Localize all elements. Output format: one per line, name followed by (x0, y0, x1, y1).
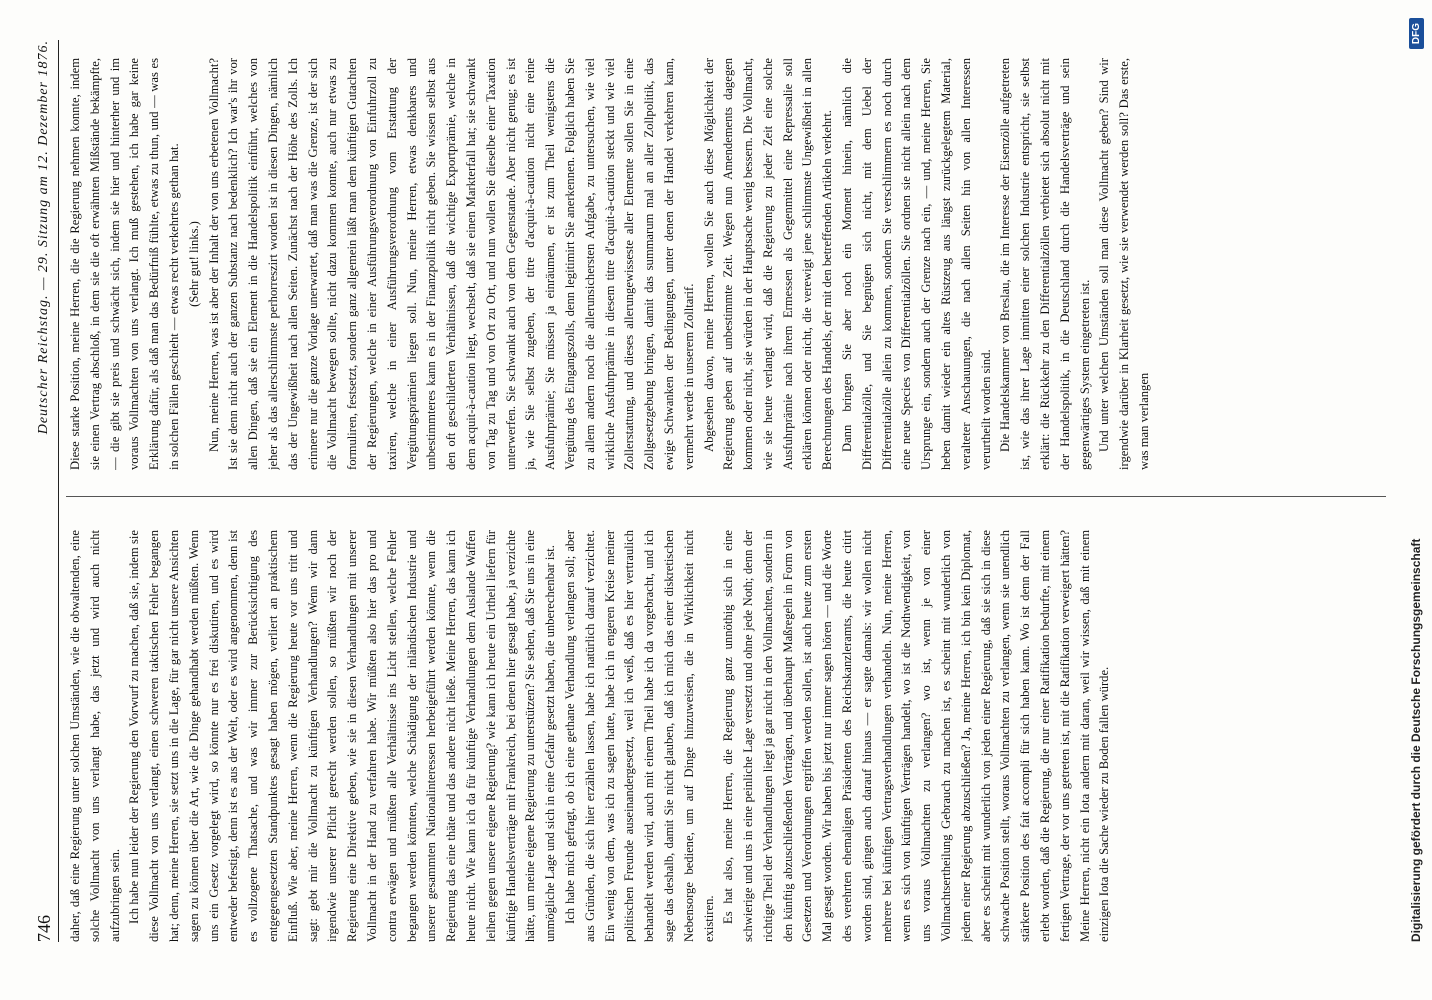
paragraph: Es hat also, meine Herren, die Regierung ganz unnöthig sich in eine schwierige und uns in eine peinliche Lage versetzt und ohne jede Noth; denn der richtige Theil der Verhandlungen liegt ja gar nicht in den Vollmachten, sondern in den künftig abzuschließenden Verträgen, und überhaupt Maßregeln in Form von Gesetzen und Verordnungen ergriffen werden sollen, ist auch heute zum ersten Mal gesagt worden. Wir haben bis jetzt nur immer sagen hören — und die Worte des verehrten ehemaligen Präsidenten des Reichskanzleramts, die heute citirt worden sind, gingen auch darauf hinaus — er sagte damals: wir wollen nicht mehrere bei künftigen Vertragsverhandlungen verhandeln. Nun, meine Herren, wenn es sich von künftigen Verträgen handelt, wo ist die Nothwendigkeit, von uns voraus Vollmachten zu verlangen? wo ist, wenn je von einer Vollmachtsertheilung Gebrauch zu machen ist, es scheint mit wunderlich von jedem einer Regierung abzuschließen? Ja, meine Herren, ich bin kein Diplomat, aber es scheint mit wunderlich von jeden einer Regierung, daß sie sich in diese schwache Position stellt, woraus Vollmachten zu verlangen, wenn sie unendlich stärkere Position des fait accompli für sich haben kann. Wo ist denn der Fall erlebt worden, daß die Regierung, die nur einer Ratifikation bedurfte, mit einem fertigen Vertrage, der vor uns getreten ist, mit die Ratifikation verweigert hätten? Meine Herren, nicht ein Iota andern mit daran, weil wir wissen, daß mit einem einzigen Iota die Sache wieder zu Boden fallen würde. (721, 530, 1112, 942)
paragraph: Abgesehen davon, meine Herren, wollen Sie auch diese Möglichkeit der Regierung geben auf unbestimmte Zeit. Wegen nun Amendements dagegen kommen oder nicht, sie würden in der Hauptsache wenig bessern. Die Vollmacht, wie sie heute verlangt wird, daß die Regierung zu jeder Zeit eine solche Ausfuhrprämie nach ihrem Ermessen als Gegenmittel eine Repressalie soll erklären können oder nicht, die verewigt jene schlimmste Ungewißheit in allen Berechnungen des Handels, der mit den betreffenden Artikeln verkehrt. (701, 58, 835, 470)
paragraph: daher, daß eine Regierung unter solchen Umständen, wie die obwaltenden, eine solche Vollmacht von uns verlangt habe, das jetzt und wird auch nicht aufzubringen sein. (68, 530, 122, 942)
paragraph: Diese starke Position, meine Herren, die die Regierung nehmen konnte, indem sie einen Vertrag abschloß, in dem sie die oft erwähnten Mißstände bekämpfte, — die gibt sie preis und schwächt sich, indem sie hier und hinterher und im voraus Vollmachten von uns verlangt. Ich muß gestehen, ich habe gar keine Erklärung dafür, als daß man das Bedürfniß fühlte, etwas zu thun, und — was es in solchen Fällen geschieht — etwas recht verkehrtes gethan hat. (68, 58, 181, 470)
page-number: 746 (33, 915, 54, 942)
paragraph: Die Handelskammer von Breslau, die im Interesse der Eisenzölle aufgetreten ist, wie das ihrer Lage inmitten einer solchen Industrie entspricht, sie selbst erklärt: die Rückkehr zu den Differentialzöllen verbietet sich absolut nicht mit der Handelspolitik, in die Deutschland durch die Handelsverträge und sein gegenwärtiges System eingetreten ist. (998, 58, 1092, 470)
paragraph: Nun, meine Herren, was ist aber der Inhalt der von uns erbetenen Vollmacht? Ist sie denn nicht auch der ganzen Substanz nach bedenklich? Ich war's ihr vor allen Dingen, daß sie ein Element in die Handelspolitik einführt, welches von jeher als das allerschlimmste perhorreszirt worden ist in diesen Dingen, nämlich das der Ungewißheit nach allen Seiten. Zunächst nach der Höhe des Zolls. Ich erinnere nur die ganze Vorlage unerwartet, daß man was die Grenze, ist der sich die Vollmacht bewegen sollte, nicht dazu kommen konnte, auch nur etwas zu formuliren, festsetzt, sondern ganz allgemein läßt man dem künftigen Gutachten der Regierungen, welche in einer Ausführungsverordnung von Einfuhrzoll zu taxiren, welche in einer Ausführungsverordnung vom Erstattung der Vergütungsprämien liegen soll. Nun, meine Herren, etwas denkbares und unbestimmteres kann es in der Finanzpolitik nicht geben. Sie wissen selbst aus den oft geschilderten Verhältnissen, daß die wichtige Exportprämie, welche in dem acquit-à-caution liegt, wechselt, daß sie einen Markterfall hat; sie schwankt von Tag zu Tag und von Ort zu Ort, und nun wollen Sie dieselbe einer Taxation unterwerfen. Sie schwankt auch von dem Gegenstande. Aber nicht genug; es ist ja, wie Sie selbst zugeben, der titre d'acquit-à-caution nicht eine reine Ausfuhrprämie; Sie müssen ja einräumen, er ist zum Theil wenigstens die Vergütung des Eingangszolls, denn legitimirt Sie anerkennen. Folglich haben Sie zu allem andern noch die allerunsichersten Aufgabe, zu untersuchen, wie viel wirkliche Ausfuhrprämie in diesem titre d'acquit-à-caution steckt und wie viel Zollerstattung, und dieses allerungewisseste aller Elemente sollen Sie in eine Zollgesetzgebung bringen, damit das summarum mal an aller Zollpolitik, das ewige Schwanken der Bedingungen, unter denen der Handel verkehren kann, vermehrt werde in unserem Zolltarif. (206, 58, 696, 470)
interjection: (Sehr gut! links.) (186, 221, 201, 307)
left-column (66, 530, 1386, 942)
page-header (30, 40, 59, 942)
paragraph: Ich habe nun leider der Regierung den Vorwurf zu machen, daß sie, indem sie diese Vollmacht von uns verlangt, einen schweren taktischen Fehler begangen hat; denn, meine Herren, sie setzt uns in die Lage, für gar nicht unsere Ansichten sagen zu können über die Art, wie die Dinge gehandhabt werden müßten. Wenn uns ein Gesetz vorgelegt wird, so könnte nur es frei diskutiren, und es wird entweder befestigt, denn ist es aus der Welt, oder es wird angenommen, denn ist es vollzogene Thatsache, und was wir immer zur Berücksichtigung des entgegengesetzten Standpunktes gesagt haben mögen, verliert an praktischem Einfluß. Wie aber, meine Herren, wenn die Regierung heute vor uns tritt und sagt: gebt mir die Vollmacht zu künftigen Verhandlungen? Wenn wir dann irgendwie unserer Pflicht gerecht werden sollen, so müßten wir noch der Regierung eine Direktive geben, wie sie in diesen Verhandlungen mit unserer Vollmacht in der Hand zu verfahren habe. Wir müßten also hier das pro und contra erwägen und müßten alle Verhältnisse ins Licht stellen, welche Fehler begangen werden könnten, welche Schädigung der inländischen Industrie und unserer gesammten Nationalinteressen herbeigeführt werden könnte, wenn die Regierung das eine thäte und das andere nicht ließe. Meine Herren, das kann ich heute nicht. Wie kann ich da für künftige Verhandlungen dem Auslande Waffen leihen gegen unsere eigene Regierung? wie kann ich heute ein Urtheil liefern für künftige Handelsverträge mit Frankreich, bei denen hier gesagt habe, ja verzichte hätte, um meine eigene Regierung zu unterstützen? Sie sehen, daß Sie uns in eine unmögliche Lage und sich in eine Gefahr gesetzt haben, die unberechenbar ist. (127, 530, 558, 942)
digitization-credit: Digitalisierung gefördert durch die Deutsche Forschungsgemeinschaft (1409, 538, 1423, 942)
paragraph: Dann bringen Sie aber noch ein Moment hinein, nämlich die Differentialzölle, und Sie begnügen sich nicht, mit dem Uebel der Differentialzölle allein zu kommen, sondern Sie verschlimmern es noch durch eine neue Species von Differentialzöllen. Sie ordnen sie nicht allein nach dem Ursprunge ein, sondern auch der Grenze nach ein, — und, meine Herren, Sie heben damit wieder ein altes Rüstzeug aus längst zurückgelegtem Material, veralteter Anschauungen, die nach allen Seiten hin von allen Interessen verurtheilt worden sind. (840, 58, 993, 470)
dfg-logo: DFG (1409, 18, 1424, 49)
digitization-credit-strip (1400, 0, 1432, 1000)
column-divider (66, 496, 1386, 497)
paragraph: Und unter welchen Umständen soll man diese Vollmacht geben? Sind wir irgendwie darüber in Klarheit gesetzt, wie sie verwendet werden soll? Das erste, was man verlangen (1097, 58, 1152, 470)
paragraph: Ich habe mich gefragt, ob ich eine gethane Verhandlung verlangen soll; aber aus Gründen, die sich hier erzählen lassen, habe ich natürlich darauf verzichtet. Ein wenig von dem, was ich zu sagen hatte, habe ich in engeren Kreise meiner politischen Freunde auseinandergesetzt, weil ich weiß, daß es hier vertraulich behandelt werden wird, auch mit einem Theil habe ich da vorgebracht, und ich sage das deshalb, damit Sie nicht glauben, daß ich mich das einer diskretischen Nebensorge bediene, um auf Dinge hinzuweisen, die in Wirklichkeit nicht existiren. (562, 530, 716, 942)
running-title: Deutscher Reichstag. — 29. Sitzung am 12. Dezember 1876. (36, 40, 51, 435)
right-column (66, 58, 1386, 470)
